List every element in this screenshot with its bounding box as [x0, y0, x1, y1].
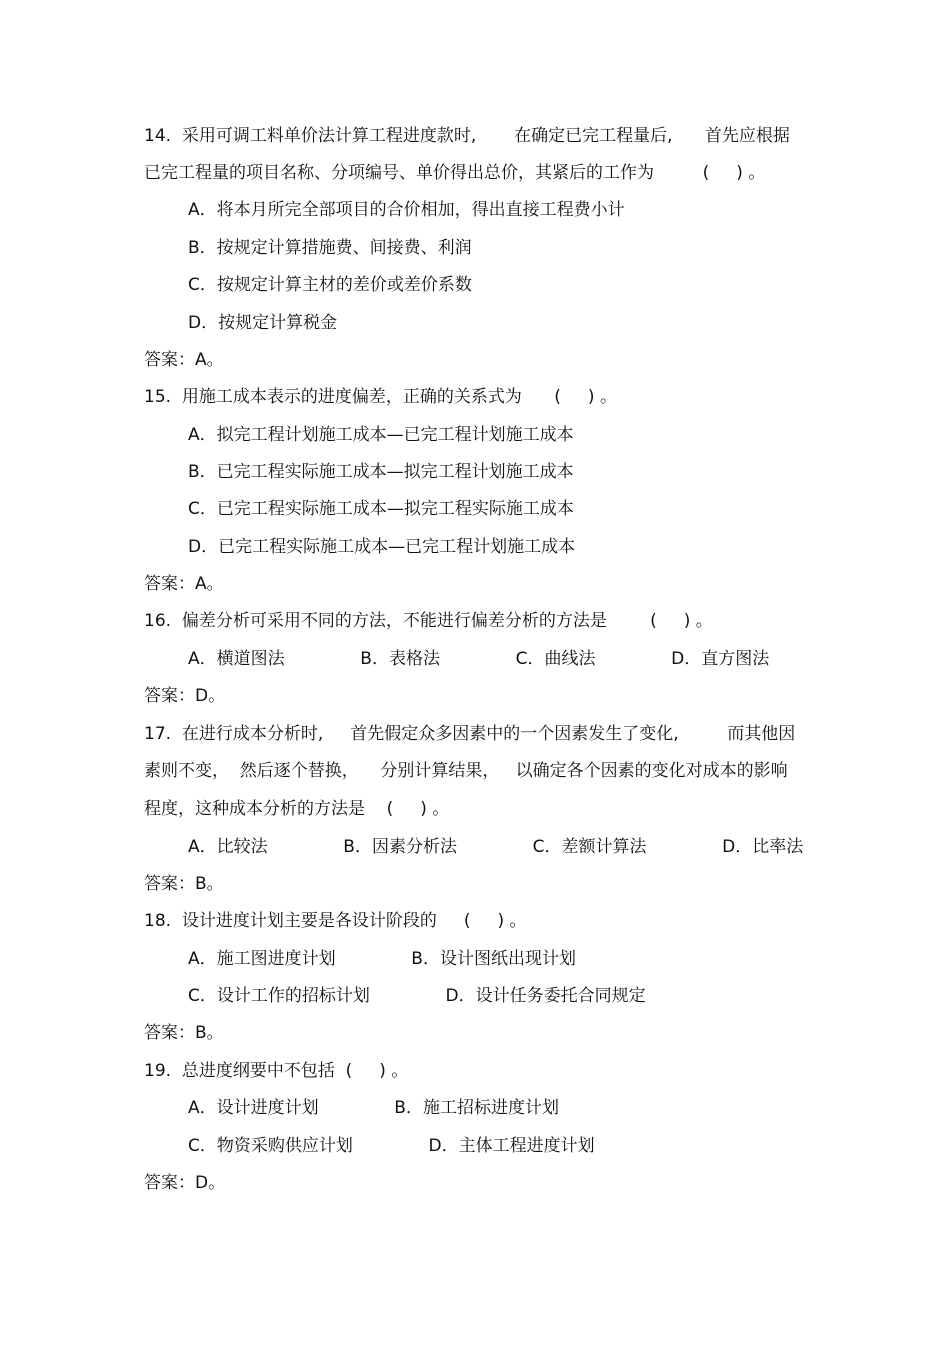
- question-18-options-row-1: A．施工图进度计划 B．设计图纸出现计划: [188, 949, 576, 969]
- question-14-option-a: A．将本月所完全部项目的合价相加，得出直接工程费小计: [188, 200, 625, 220]
- question-17-answer: 答案：B。: [144, 874, 224, 894]
- question-19-options-row-2: C．物资采购供应计划 D．主体工程进度计划: [188, 1136, 595, 1156]
- question-14-stem-line-1: 14. 采用可调工料单价法计算工程进度款时, 在确定已完工程量后, 首先应根据: [144, 126, 790, 146]
- question-15-option-b: B．已完工程实际施工成本—拟完工程计划施工成本: [188, 462, 574, 482]
- question-14-stem-line-2: 已完工程量的项目名称、分项编号、单价得出总价，其紧后的工作为 ( ) 。: [144, 163, 766, 183]
- question-19-answer: 答案：D。: [144, 1173, 226, 1193]
- question-15-option-a: A．拟完工程计划施工成本—已完工程计划施工成本: [188, 425, 574, 445]
- question-17-stem-line-1: 17. 在进行成本分析时, 首先假定众多因素中的一个因素发生了变化, 而其他因: [144, 724, 796, 744]
- question-19-options-row-1: A．设计进度计划 B．施工招标进度计划: [188, 1098, 559, 1118]
- question-14-option-d: D．按规定计算税金: [188, 313, 338, 333]
- question-16-answer: 答案：D。: [144, 686, 226, 706]
- question-15-option-c: C．已完工程实际施工成本—拟完工程实际施工成本: [188, 499, 574, 519]
- question-14-option-c: C．按规定计算主材的差价或差价系数: [188, 275, 472, 295]
- question-14-answer: 答案：A。: [144, 350, 224, 370]
- question-18-stem: 18. 设计进度计划主要是各设计阶段的 ( ) 。: [144, 911, 527, 931]
- question-18-answer: 答案：B。: [144, 1023, 224, 1043]
- question-16-stem: 16. 偏差分析可采用不同的方法，不能进行偏差分析的方法是 ( ) 。: [144, 611, 713, 631]
- question-15-answer: 答案：A。: [144, 574, 224, 594]
- question-15-stem: 15. 用施工成本表示的进度偏差，正确的关系式为 ( ) 。: [144, 387, 617, 407]
- question-16-options: A．横道图法 B．表格法 C．曲线法 D．直方图法: [188, 649, 770, 669]
- question-14-option-b: B．按规定计算措施费、间接费、利润: [188, 238, 472, 258]
- question-17-stem-line-2: 素则不变， 然后逐个替换， 分别计算结果， 以确定各个因素的变化对成本的影响: [144, 761, 788, 781]
- question-15-option-d: D．已完工程实际施工成本—已完工程计划施工成本: [188, 537, 576, 557]
- question-19-stem: 19. 总进度纲要中不包括 ( ) 。: [144, 1061, 409, 1081]
- question-17-stem-line-3: 程度，这种成本分析的方法是 ( ) 。: [144, 799, 450, 819]
- question-18-options-row-2: C．设计工作的招标计划 D．设计任务委托合同规定: [188, 986, 646, 1006]
- question-17-options: A．比较法 B．因素分析法 C．差额计算法 D．比率法: [188, 837, 804, 857]
